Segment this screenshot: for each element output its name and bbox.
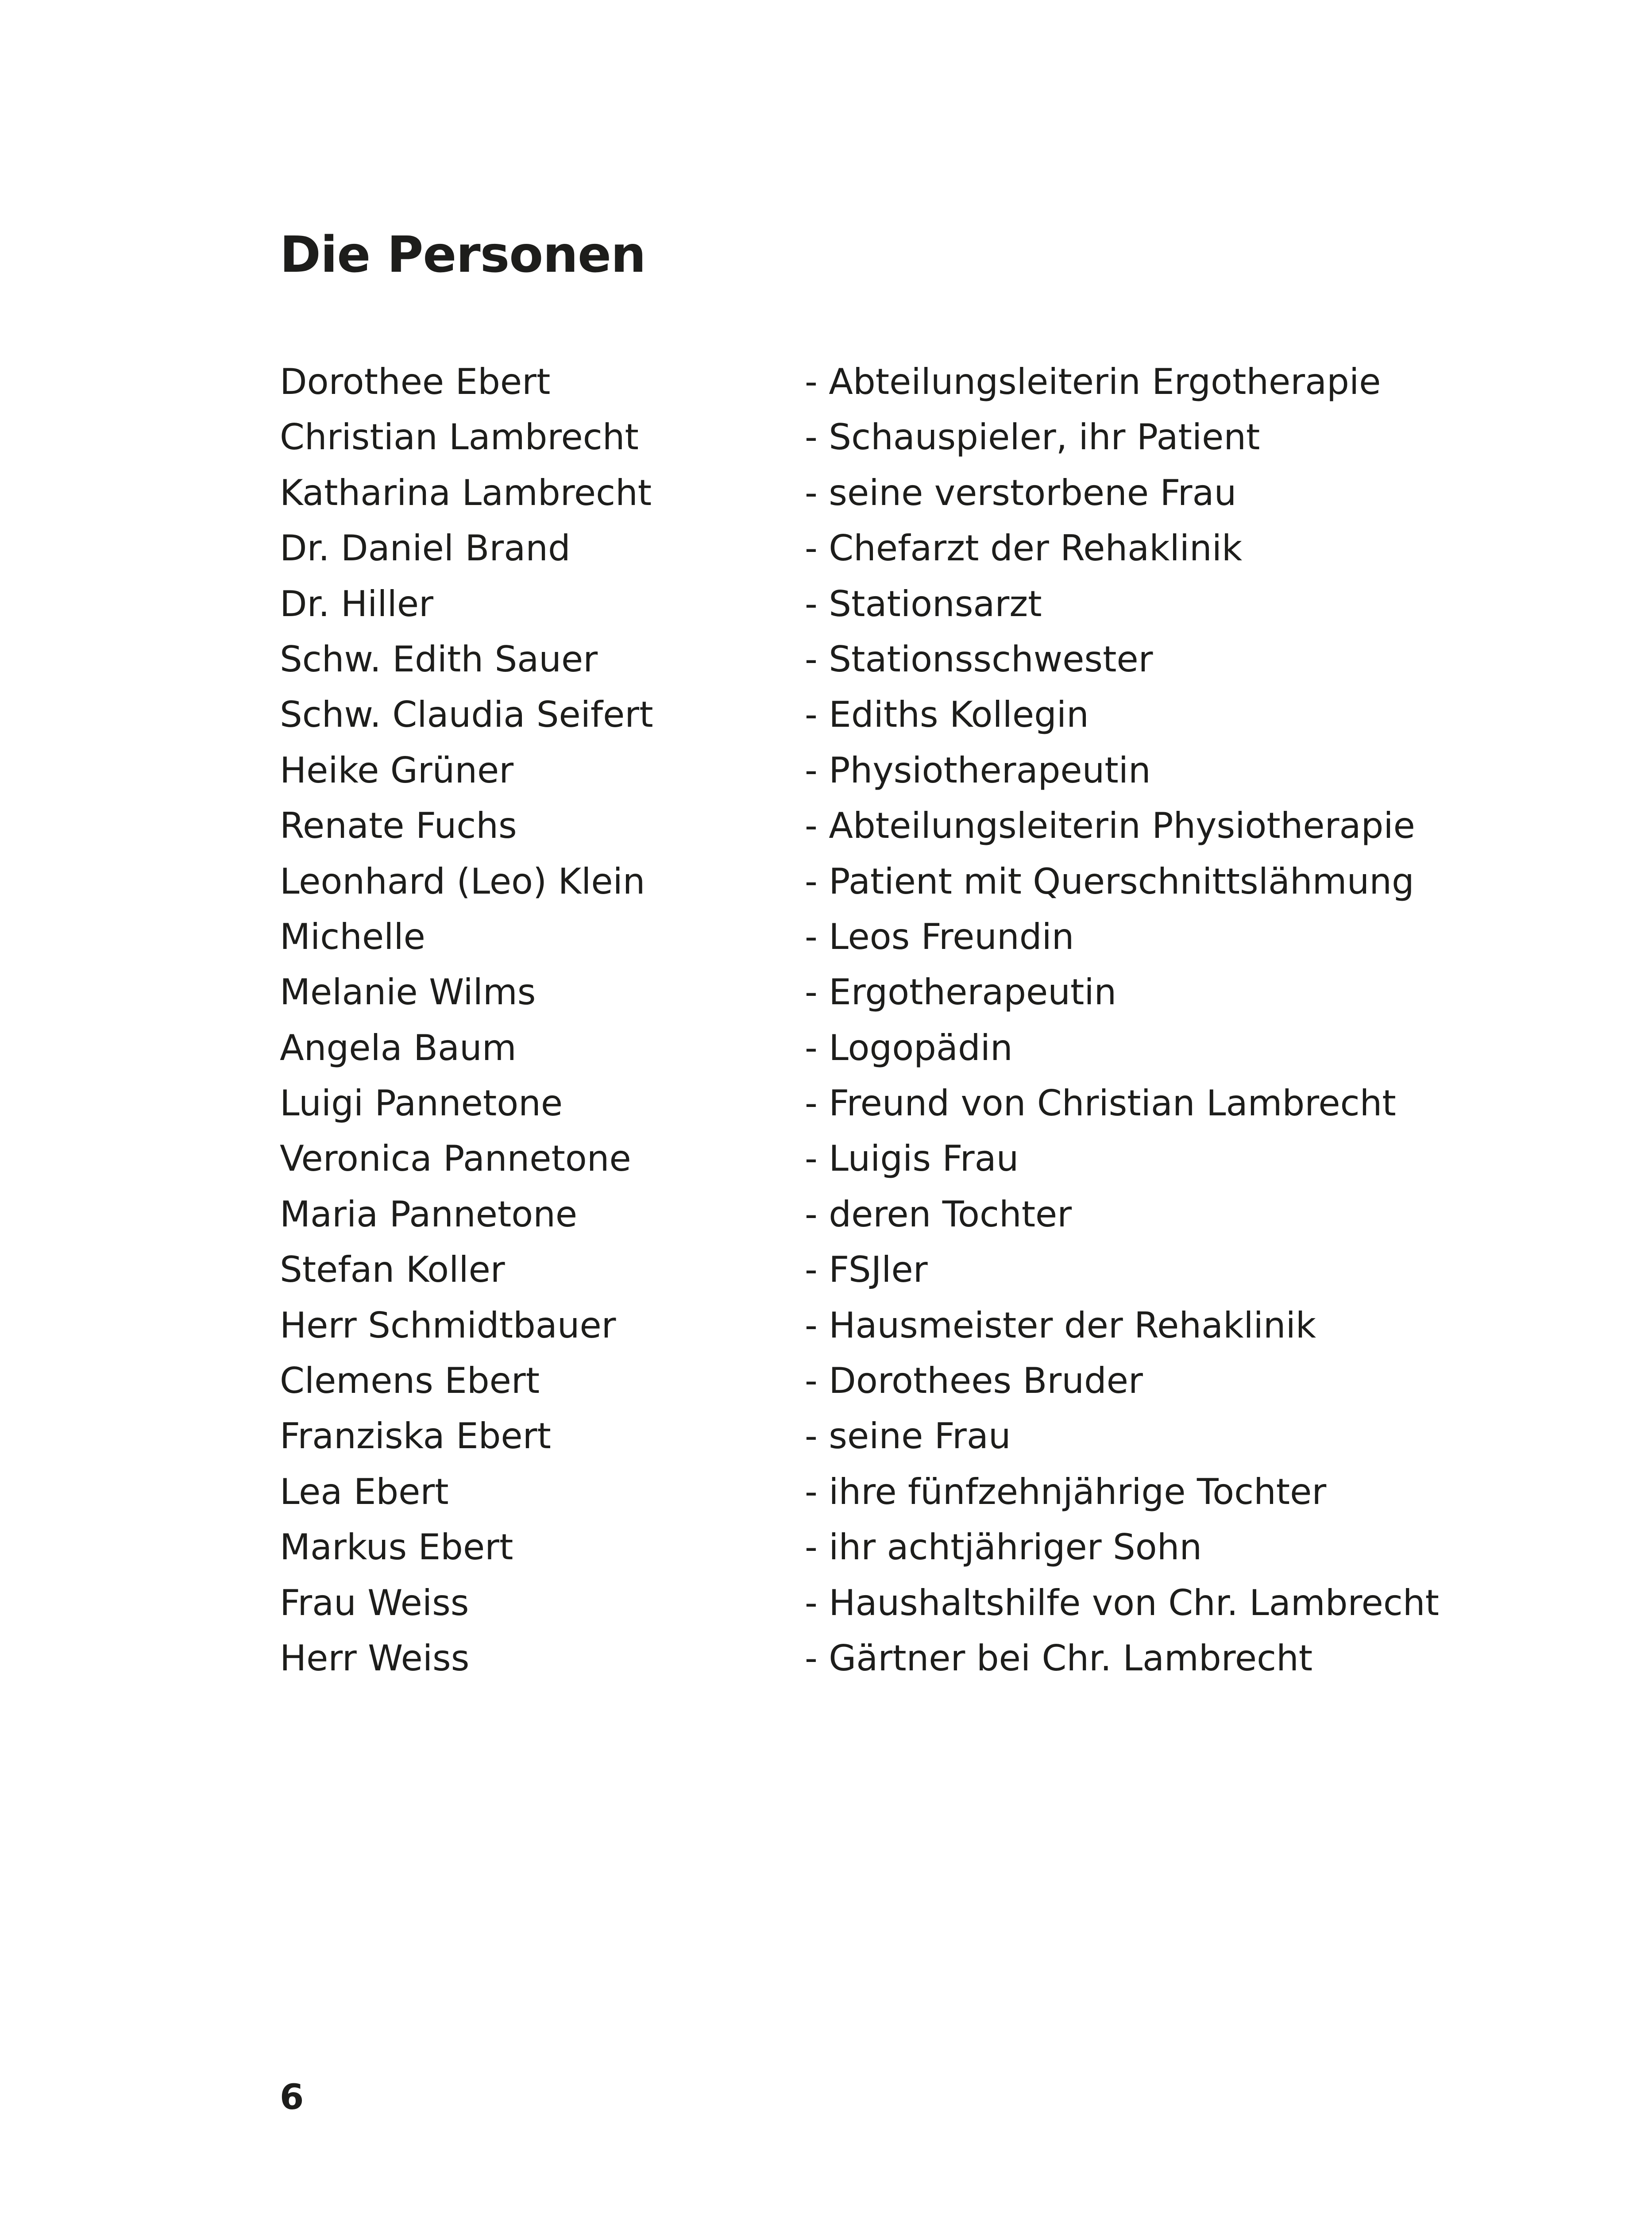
cast-role: - Haushaltshilfe von Chr. Lambrecht [805,1582,1439,1623]
cast-row [280,1575,1439,1631]
cast-role: - ihr achtjähriger Sohn [805,1527,1202,1568]
cast-role: - Ediths Kollegin [805,694,1089,736]
cast-row [280,743,1431,798]
cast-role: - Gärtner bei Chr. Lambrecht [805,1637,1313,1679]
cast-name: Maria Pannetone [280,1193,578,1235]
cast-role: - Chefarzt der Rehaklinik [805,528,1243,569]
cast-name: Herr Schmidtbauer [280,1304,616,1346]
cast-row [280,1464,1431,1519]
cast-name: Leonhard (Leo) Klein [280,860,645,902]
cast-row [280,964,1431,1020]
cast-name: Lea Ebert [280,1471,449,1512]
cast-row [280,465,1431,520]
cast-name: Dr. Hiller [280,583,433,625]
cast-row [280,798,1431,853]
cast-role: - Stationsschwester [805,638,1153,680]
cast-role: - Leos Freundin [805,916,1074,957]
cast-role: - deren Tochter [805,1193,1072,1235]
cast-name: Melanie Wilms [280,972,536,1013]
cast-row [280,409,1431,465]
cast-name: Schw. Claudia Seifert [280,694,653,736]
cast-name: Michelle [280,916,425,957]
cast-row [280,1020,1431,1076]
cast-role: - FSJler [805,1249,928,1291]
cast-row [280,1631,1431,1686]
cast-row [280,520,1431,576]
cast-row [280,1242,1431,1297]
cast-role: - Hausmeister der Rehaklinik [805,1304,1316,1346]
cast-name: Dorothee Ebert [280,361,551,402]
cast-row [280,1131,1431,1186]
cast-role: - Patient mit Querschnittslähmung [805,860,1414,902]
cast-name: Stefan Koller [280,1249,505,1291]
cast-name: Katharina Lambrecht [280,472,652,513]
cast-role: - Physiotherapeutin [805,749,1151,791]
cast-role: - Freund von Christian Lambrecht [805,1083,1396,1124]
cast-role: - ihre fünfzehnjährige Tochter [805,1471,1327,1512]
cast-name: Dr. Daniel Brand [280,528,571,569]
cast-row [280,354,1431,409]
cast-name: Christian Lambrecht [280,416,639,458]
cast-name: Veronica Pannetone [280,1138,631,1180]
cast-role: - Logopädin [805,1027,1013,1068]
cast-name: Frau Weiss [280,1582,469,1623]
cast-list [280,354,1439,1686]
cast-name: Clemens Ebert [280,1360,540,1402]
cast-row [280,854,1431,909]
page-number: 6 [280,2078,304,2117]
cast-role: - seine Frau [805,1415,1011,1457]
cast-row [280,1298,1431,1353]
cast-row [280,1076,1431,1131]
cast-role: - Ergotherapeutin [805,972,1117,1013]
cast-role: - Abteilungsleiterin Ergotherapie [805,361,1381,402]
cast-role: - Schauspieler, ihr Patient [805,416,1260,458]
cast-row [280,576,1431,632]
cast-name: Franziska Ebert [280,1415,551,1457]
cast-role: - Dorothees Bruder [805,1360,1143,1402]
cast-name: Angela Baum [280,1027,517,1068]
cast-row [280,1353,1431,1408]
cast-role: - Luigis Frau [805,1138,1019,1180]
cast-name: Heike Grüner [280,749,514,791]
cast-role: - Abteilungsleiterin Physiotherapie [805,805,1415,847]
cast-name: Schw. Edith Sauer [280,638,598,680]
cast-role: - Stationsarzt [805,583,1042,625]
cast-name: Renate Fuchs [280,805,517,847]
cast-row [280,687,1431,742]
cast-name: Markus Ebert [280,1527,513,1568]
page-title: Die Personen [280,226,646,284]
cast-role: - seine verstorbene Frau [805,472,1237,513]
cast-row [280,1519,1431,1575]
cast-row [280,632,1431,687]
cast-name: Luigi Pannetone [280,1083,563,1124]
cast-row [280,909,1431,964]
cast-row [280,1187,1431,1242]
cast-name: Herr Weiss [280,1637,470,1679]
cast-row [280,1408,1431,1464]
